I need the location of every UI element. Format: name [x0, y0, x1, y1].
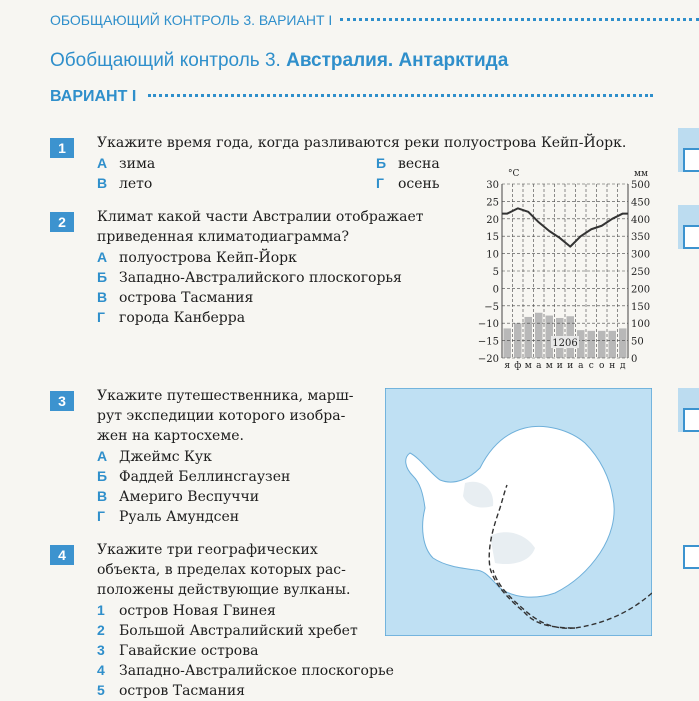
option-4-1[interactable] — [97, 600, 276, 621]
month-label: м — [545, 361, 553, 371]
temp-unit-label: °C — [508, 169, 520, 179]
option-text: Руаль Амундсен — [119, 509, 240, 525]
option-text: Фаддей Беллинсгаузен — [119, 469, 291, 485]
precip-tick-label: 400 — [631, 214, 651, 226]
option-text: города Канберра — [119, 310, 246, 326]
question-3-text-line2: рут экспедиции которого изобра- — [97, 408, 346, 424]
option-letter: Г — [97, 309, 105, 325]
precip-tick-label: 100 — [631, 319, 651, 331]
option-1b[interactable] — [376, 153, 440, 174]
month-label: и — [567, 361, 574, 371]
precip-tick-label: 350 — [631, 232, 651, 244]
precip-unit-label: мм — [634, 169, 649, 179]
option-2b[interactable] — [97, 267, 402, 288]
option-3b[interactable] — [97, 466, 290, 487]
precipitation-bar — [504, 328, 512, 358]
option-3d[interactable] — [97, 506, 239, 527]
option-text: Джеймс Кук — [119, 449, 212, 465]
option-text: остров Тасмания — [119, 683, 245, 699]
option-letter: Г — [97, 508, 105, 524]
option-letter: А — [97, 448, 108, 464]
question-3-text-line3: жен на картосхеме. — [97, 428, 244, 444]
month-label: м — [524, 361, 532, 371]
option-1a[interactable] — [97, 153, 155, 174]
question-number-2: 2 — [50, 212, 74, 232]
option-letter: Б — [97, 269, 108, 285]
header-divider — [340, 18, 699, 21]
title-prefix: Обобщающий контроль 3. — [50, 50, 281, 71]
answer-box-2[interactable] — [683, 225, 699, 249]
precipitation-bar — [598, 331, 606, 358]
option-number: 4 — [97, 662, 105, 678]
option-2d[interactable] — [97, 307, 245, 328]
running-header: ОБОБЩАЮЩИЙ КОНТРОЛЬ 3. ВАРИАНТ I — [50, 12, 333, 28]
month-label: о — [599, 361, 605, 371]
option-text: полуострова Кейп-Йорк — [119, 250, 297, 266]
precip-tick-label: 200 — [631, 284, 651, 296]
option-text: Западно-Австралийское плоскогорье — [119, 663, 394, 679]
precipitation-bar — [535, 313, 543, 358]
question-4-text-line2: объекта, в пределах которых рас- — [97, 562, 346, 578]
temp-tick-label: 10 — [486, 249, 499, 261]
option-letter: Г — [376, 175, 384, 191]
option-letter: Б — [376, 155, 387, 171]
question-number-1: 1 — [50, 138, 74, 158]
question-4-text-line3: положены действующие вулканы. — [97, 582, 351, 598]
temp-tick-label: 25 — [486, 197, 499, 209]
month-label: ф — [514, 361, 522, 371]
option-2c[interactable] — [97, 287, 253, 308]
option-3a[interactable] — [97, 446, 212, 467]
question-number-4: 4 — [50, 545, 74, 565]
variant-divider — [148, 94, 653, 97]
precip-tick-label: 450 — [631, 197, 651, 209]
temp-tick-label: −15 — [477, 336, 499, 348]
option-4-3[interactable] — [97, 640, 258, 661]
temp-tick-label: −5 — [484, 301, 499, 313]
question-3-text-line1: Укажите путешественника, марш- — [97, 388, 354, 404]
page-title — [50, 50, 508, 72]
temp-tick-label: −20 — [477, 354, 499, 365]
option-number: 3 — [97, 642, 105, 658]
option-letter: В — [97, 488, 108, 504]
question-1-text: Укажите время года, когда разливаются реки полуострова Кейп-Йорк. — [97, 135, 627, 151]
precipitation-bar — [609, 331, 617, 358]
option-letter: Б — [97, 468, 108, 484]
option-text: остров Новая Гвинея — [119, 603, 276, 619]
precip-tick-label: 300 — [631, 249, 651, 261]
option-4-2[interactable] — [97, 620, 358, 641]
option-text: Америго Веспуччи — [119, 489, 260, 505]
option-number: 2 — [97, 622, 105, 638]
temp-tick-label: −10 — [477, 319, 499, 331]
option-text: осень — [398, 176, 440, 192]
antarctica-route-map — [385, 388, 652, 636]
option-text: Гавайские острова — [119, 643, 259, 659]
question-number-3: 3 — [50, 391, 74, 411]
month-label: н — [609, 361, 616, 371]
month-label: с — [588, 361, 594, 371]
option-letter: В — [97, 289, 108, 305]
temp-tick-label: 5 — [492, 267, 499, 278]
temp-tick-label: 20 — [486, 214, 499, 226]
precip-tick-label: 50 — [631, 336, 644, 348]
month-label: я — [504, 361, 511, 371]
precipitation-bar — [588, 331, 596, 358]
option-text: Западно-Австралийского плоскогорья — [119, 270, 402, 286]
answer-box-3[interactable] — [683, 408, 699, 432]
precip-tick-label: 250 — [631, 267, 651, 278]
option-number: 1 — [97, 602, 105, 618]
question-2-text-line2: приведенная климатодиаграмма? — [97, 229, 349, 245]
climate-diagram — [470, 162, 670, 372]
option-number: 5 — [97, 682, 105, 698]
option-2a[interactable] — [97, 247, 297, 268]
month-label: а — [536, 361, 542, 371]
temp-tick-label: 30 — [486, 180, 499, 191]
month-label: а — [578, 361, 584, 371]
variant-heading: ВАРИАНТ I — [50, 88, 137, 105]
option-4-4[interactable] — [97, 660, 394, 681]
question-4-text-line1: Укажите три географических — [97, 542, 318, 558]
precip-tick-label: 150 — [631, 301, 651, 313]
title-topic: Австралия. Антарктида — [286, 50, 509, 71]
month-label: д — [619, 361, 626, 371]
option-text: острова Тасмания — [119, 290, 254, 306]
answer-box-4[interactable] — [683, 545, 699, 569]
month-label: и — [556, 361, 563, 371]
option-3c[interactable] — [97, 486, 259, 507]
option-text: зима — [119, 156, 156, 172]
option-letter: А — [97, 155, 108, 171]
option-1c[interactable] — [97, 173, 152, 194]
option-text: Большой Австралийский хребет — [119, 623, 358, 639]
option-text: весна — [398, 156, 440, 172]
question-2-text-line1: Климат какой части Австралии отображает — [97, 209, 424, 225]
temp-tick-label: 0 — [492, 284, 499, 296]
option-text: лето — [119, 176, 153, 192]
option-letter: А — [97, 249, 108, 265]
temp-tick-label: 15 — [486, 232, 499, 244]
precip-tick-label: 0 — [631, 354, 638, 365]
answer-box-1[interactable] — [683, 148, 699, 172]
option-4-5[interactable] — [97, 680, 245, 701]
precip-tick-label: 500 — [631, 180, 651, 191]
annual-precipitation-label: 1206 — [552, 338, 578, 349]
precipitation-bar — [619, 328, 627, 358]
option-1d[interactable] — [376, 173, 440, 194]
option-letter: В — [97, 175, 108, 191]
